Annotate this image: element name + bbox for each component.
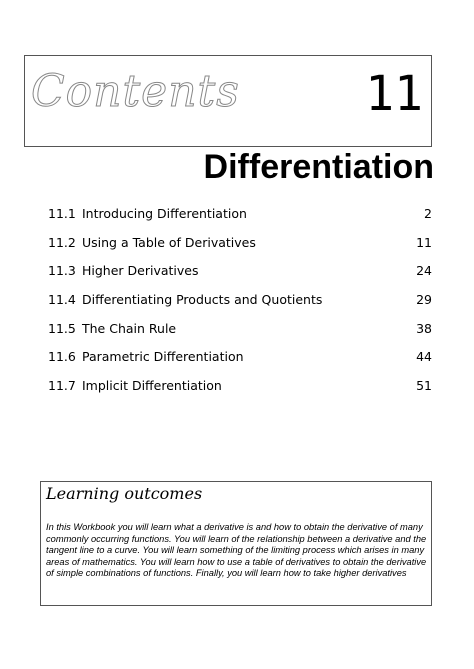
chapter-number: 11	[365, 66, 423, 122]
toc-page-number: 29	[416, 292, 432, 308]
toc-row[interactable]	[48, 263, 432, 292]
toc-page-number: 44	[416, 349, 432, 365]
toc-section-number: 11.2	[48, 234, 76, 250]
toc-section-title: Differentiating Products and Quotients	[82, 292, 323, 308]
toc-section-number: 11.5	[48, 320, 76, 336]
toc-section-title: Introducing Differentiation	[82, 206, 247, 221]
learning-outcomes-text: In this Workbook you will learn what a derivative is and how to obtain the derivative of many commonly occurring functions. You will learn of the relationship between a derivative and the tangent line to a curve. You will learn something of the limiting process which arises in many areas of mathematics. You will learn how to use a table of derivatives to obtain the derivative of simple combinations of functions. Finally, you will learn how to take higher derivatives	[46, 522, 427, 578]
toc-page-number: 38	[416, 320, 432, 336]
toc-page-number: 2	[424, 206, 432, 221]
contents-header-box	[24, 55, 432, 147]
toc-section-number: 11.3	[48, 263, 76, 279]
toc-row[interactable]	[48, 292, 432, 321]
toc-section-number: 11.7	[48, 378, 76, 394]
toc-page-number: 51	[416, 378, 432, 394]
toc-section-title: Parametric Differentiation	[82, 349, 244, 365]
toc-row[interactable]	[48, 321, 432, 350]
toc-section-number: 11.1	[48, 206, 76, 221]
toc-section-title: The Chain Rule	[82, 320, 177, 336]
toc-page-number: 24	[416, 263, 432, 279]
toc-section-title: Higher Derivatives	[82, 263, 199, 279]
toc-section-number: 11.4	[48, 292, 76, 308]
toc-row[interactable]	[48, 378, 432, 407]
toc-row[interactable]	[48, 349, 432, 378]
chapter-title: Differentiation	[203, 148, 434, 186]
toc-section-number: 11.6	[48, 349, 76, 365]
toc-section-title: Implicit Differentiation	[82, 378, 222, 394]
learning-outcomes-title: Learning outcomes	[46, 484, 203, 503]
learning-outcomes-box	[40, 481, 432, 606]
contents-heading: Contents	[31, 66, 240, 117]
toc-row[interactable]	[48, 235, 432, 264]
table-of-contents	[48, 206, 432, 407]
toc-section-title: Using a Table of Derivatives	[82, 234, 256, 250]
toc-page-number: 11	[416, 234, 432, 250]
toc-row[interactable]	[48, 206, 432, 235]
